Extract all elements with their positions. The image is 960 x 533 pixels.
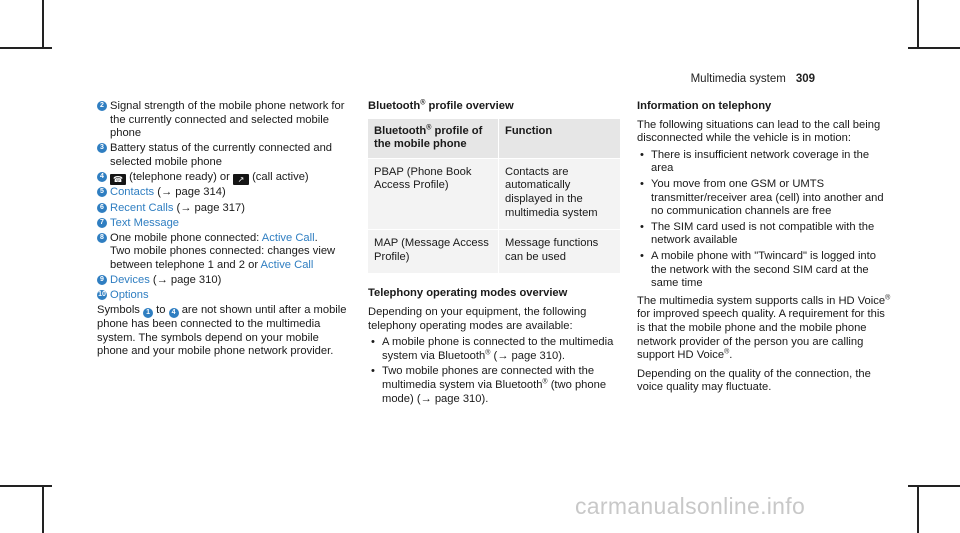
item-text: Two mobile phones are connected with the multimedia system via Bluetooth: [382, 365, 595, 391]
list-item: [97, 202, 352, 216]
list-item: [368, 336, 620, 363]
callout-number: 8: [97, 233, 107, 243]
registered-mark: ®: [485, 348, 491, 356]
table-cell: PBAP (Phone Book Access Profile): [368, 158, 499, 229]
item-text: One mobile phone connected:: [110, 231, 260, 244]
telephone-ready-icon: ☎: [110, 174, 126, 185]
item-text: (call active): [252, 170, 309, 183]
table-cell: Contacts are automatically displayed in the multimedia system: [499, 158, 621, 229]
callout-number: 2: [97, 101, 107, 111]
callout-number: 5: [97, 187, 107, 197]
paragraph: [637, 295, 892, 363]
list-item: [97, 289, 352, 303]
heading-text: Bluetooth: [368, 100, 421, 112]
item-text: .: [314, 231, 318, 244]
callout-number: 3: [97, 143, 107, 153]
callout-number: 9: [97, 275, 107, 285]
heading-text: profile overview: [428, 100, 514, 112]
registered-mark: ®: [542, 378, 548, 386]
active-call-link[interactable]: Active Call: [260, 258, 314, 271]
callout-number: 6: [97, 203, 107, 213]
note-text: Symbols: [97, 304, 140, 317]
list-item: [97, 171, 352, 185]
list-item: • There is insufficient network coverage in the area: [637, 149, 892, 176]
registered-mark: ®: [420, 99, 426, 107]
callout-number: 1: [143, 308, 153, 318]
callout-number: 10: [98, 291, 106, 299]
bullet-list: [368, 336, 620, 406]
paragraph-text: for improved speech quality. A requirement for this is that the mobile phone and the mobile phone network provider of the person you are calling support HD Voice: [637, 308, 885, 362]
paragraph-text: The multimedia system supports calls in HD Voice: [637, 294, 886, 307]
header-text: profile of the mobile phone: [374, 124, 483, 151]
registered-mark: ®: [724, 348, 730, 356]
callout-number: 4: [97, 172, 107, 182]
table-cell: Message functions can be used: [499, 230, 621, 274]
contacts-link[interactable]: Contacts: [110, 186, 155, 199]
section-heading: Information on telephony: [637, 100, 772, 112]
page-header: [691, 73, 815, 87]
list-item: [97, 142, 352, 169]
list-item: • You move from one GSM or UMTS transmitter/receiver area (cell) into another and no communication channels are free: [637, 178, 892, 219]
call-active-icon: ↗: [233, 174, 249, 185]
table-cell: MAP (Message Access Profile): [368, 230, 499, 274]
list-item: [97, 232, 352, 273]
paragraph: Depending on the quality of the connection, the voice quality may fluctuate.: [637, 367, 871, 394]
header-text: Bluetooth: [374, 124, 427, 137]
bluetooth-profile-table: [368, 119, 620, 274]
page-reference[interactable]: (→ page 317): [176, 201, 245, 214]
list-item: [97, 217, 352, 231]
list-item: [97, 100, 352, 141]
active-call-link[interactable]: Active Call: [261, 231, 315, 244]
list-item: [368, 365, 620, 406]
page-number: 309: [795, 73, 815, 85]
paragraph-text: .: [729, 349, 733, 362]
crop-mark: [42, 485, 44, 533]
crop-mark: [0, 485, 52, 487]
column-2: [368, 100, 620, 410]
section-title: Multimedia system: [690, 73, 786, 85]
page-reference[interactable]: (→ page 310).: [493, 349, 566, 362]
column-3: [637, 100, 892, 395]
crop-mark: [917, 485, 919, 533]
page-reference[interactable]: (→ page 314): [157, 186, 226, 199]
page-reference[interactable]: (two phone mode) (→ page 310).: [382, 378, 607, 405]
crop-mark: [0, 47, 52, 49]
item-text: Battery status of the currently connected and selected mobile phone: [110, 142, 333, 168]
crop-mark: [42, 0, 44, 48]
list-item: [97, 274, 352, 288]
bullet-list: [637, 149, 892, 291]
note-text: to: [156, 304, 166, 317]
table-row: [368, 158, 620, 229]
callout-number: 4: [169, 308, 179, 318]
text-message-link[interactable]: Text Message: [110, 216, 180, 229]
recent-calls-link[interactable]: Recent Calls: [110, 201, 174, 214]
devices-link[interactable]: Devices: [110, 274, 150, 287]
column-1: [97, 100, 352, 359]
item-text: Signal strength of the mobile phone network for the currently connected and selected mobile phone: [110, 100, 345, 140]
paragraph: The following situations can lead to the call being disconnected while the vehicle is in motion:: [637, 118, 881, 145]
note-text: are not shown until after a mobile phone has been connected to the multimedia system. The symbols depend on your mobile phone and your mobile phone network provider.: [97, 304, 347, 358]
list-item: • A mobile phone with "Twincard" is logged into the network with the second SIM card at the same time: [637, 250, 892, 291]
options-link[interactable]: Options: [110, 289, 149, 302]
list-item: • The SIM card used is not compatible with the network available: [637, 221, 892, 248]
registered-mark: ®: [885, 293, 891, 301]
page-reference[interactable]: (→ page 310): [152, 274, 222, 287]
crop-mark: [908, 485, 960, 487]
item-text: Two mobile phones connected: changes view between telephone 1 and 2 or: [110, 245, 336, 271]
watermark: carmanualsonline.info: [575, 493, 806, 519]
crop-mark: [917, 0, 919, 48]
section-heading: [368, 100, 620, 114]
table-row: [368, 230, 620, 274]
crop-mark: [908, 47, 960, 49]
registered-mark: ®: [426, 123, 432, 131]
section-heading: Telephony operating modes overview: [368, 287, 568, 300]
callout-number: 7: [97, 218, 107, 228]
table-header: Function: [499, 119, 621, 159]
symbols-note: [97, 304, 352, 359]
item-text: A mobile phone is connected to the multimedia system via Bluetooth: [382, 336, 614, 362]
item-text: (telephone ready) or: [129, 170, 230, 183]
list-item: [97, 186, 352, 200]
paragraph: Depending on your equipment, the following telephony operating modes are available:: [368, 305, 587, 332]
table-header: [368, 119, 499, 159]
